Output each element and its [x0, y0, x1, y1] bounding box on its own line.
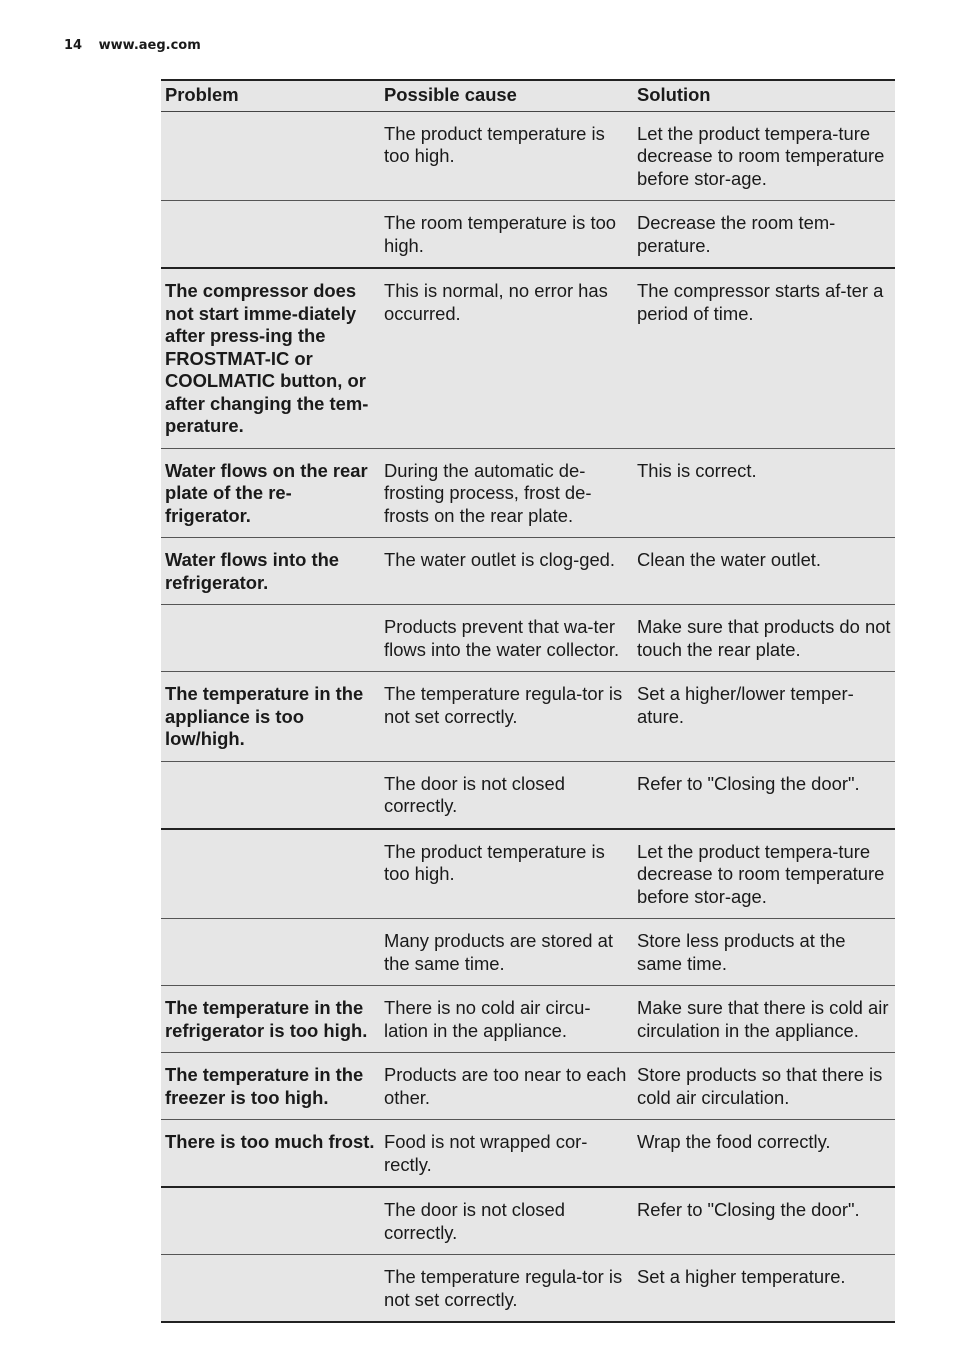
table-row	[161, 111, 895, 201]
solution-cell: Clean the water outlet.	[633, 538, 895, 605]
table-row	[161, 538, 895, 605]
cause-cell: This is normal, no error has occurred.	[380, 268, 633, 448]
solution-cell: Make sure that products do not touch the rear plate.	[633, 605, 895, 672]
cause-cell: Many products are stored at the same time.	[380, 919, 633, 986]
table-header-row	[161, 80, 895, 111]
problem-cell	[161, 761, 380, 829]
solution-cell: Let the product tempera-ture decrease to room temperature before stor-age.	[633, 111, 895, 201]
problem-cell	[161, 1255, 380, 1323]
problem-cell: Water flows into the refrigerator.	[161, 538, 380, 605]
solution-cell: The compressor starts af-ter a period of time.	[633, 268, 895, 448]
problem-cell: The temperature in the appliance is too low/high.	[161, 672, 380, 762]
solution-cell: Set a higher/lower temper-ature.	[633, 672, 895, 762]
table-row	[161, 919, 895, 986]
table-row	[161, 268, 895, 448]
solution-cell: Store less products at the same time.	[633, 919, 895, 986]
table-row	[161, 1053, 895, 1120]
solution-cell: Decrease the room tem-perature.	[633, 201, 895, 269]
page-header	[64, 38, 201, 53]
cause-cell: Food is not wrapped cor-rectly.	[380, 1120, 633, 1188]
troubleshooting-table	[161, 79, 895, 1323]
solution-cell: This is correct.	[633, 448, 895, 538]
cause-cell: The temperature regula-tor is not set correctly.	[380, 672, 633, 762]
solution-cell: Store products so that there is cold air circulation.	[633, 1053, 895, 1120]
problem-cell: The temperature in the freezer is too high.	[161, 1053, 380, 1120]
cause-cell: There is no cold air circu-lation in the appliance.	[380, 986, 633, 1053]
problem-cell	[161, 1187, 380, 1255]
cause-cell: The door is not closed correctly.	[380, 1187, 633, 1255]
table-row	[161, 829, 895, 919]
cause-cell: The temperature regula-tor is not set correctly.	[380, 1255, 633, 1323]
cause-cell: Products prevent that wa-ter flows into the water collector.	[380, 605, 633, 672]
table-row	[161, 1187, 895, 1255]
table-row	[161, 672, 895, 762]
solution-cell: Make sure that there is cold air circulation in the appliance.	[633, 986, 895, 1053]
site-url[interactable]: www.aeg.com	[98, 38, 201, 53]
solution-cell: Refer to "Closing the door".	[633, 761, 895, 829]
cause-cell: The product temperature is too high.	[380, 111, 633, 201]
table-row	[161, 605, 895, 672]
column-header-solution: Solution	[633, 80, 895, 111]
problem-cell: The compressor does not start imme-diately after press-ing the FROSTMAT-IC or COOLMATIC button, or after changing the tem-perature.	[161, 268, 380, 448]
solution-cell: Wrap the food correctly.	[633, 1120, 895, 1188]
table-row	[161, 448, 895, 538]
problem-cell	[161, 111, 380, 201]
table-row	[161, 1255, 895, 1323]
problem-cell	[161, 201, 380, 269]
problem-cell	[161, 829, 380, 919]
column-header-problem: Problem	[161, 80, 380, 111]
page-number: 14	[64, 38, 83, 53]
column-header-cause: Possible cause	[380, 80, 633, 111]
solution-cell: Let the product tempera-ture decrease to room temperature before stor-age.	[633, 829, 895, 919]
table-row	[161, 201, 895, 269]
cause-cell: The water outlet is clog-ged.	[380, 538, 633, 605]
problem-cell	[161, 605, 380, 672]
problem-cell: The temperature in the refrigerator is too high.	[161, 986, 380, 1053]
table-row	[161, 986, 895, 1053]
cause-cell: During the automatic de-frosting process, frost de-frosts on the rear plate.	[380, 448, 633, 538]
problem-cell: Water flows on the rear plate of the re-frigerator.	[161, 448, 380, 538]
cause-cell: Products are too near to each other.	[380, 1053, 633, 1120]
cause-cell: The door is not closed correctly.	[380, 761, 633, 829]
solution-cell: Refer to "Closing the door".	[633, 1187, 895, 1255]
problem-cell	[161, 919, 380, 986]
table-row	[161, 761, 895, 829]
solution-cell: Set a higher temperature.	[633, 1255, 895, 1323]
cause-cell: The product temperature is too high.	[380, 829, 633, 919]
table-row	[161, 1120, 895, 1188]
problem-cell: There is too much frost.	[161, 1120, 380, 1188]
cause-cell: The room temperature is too high.	[380, 201, 633, 269]
